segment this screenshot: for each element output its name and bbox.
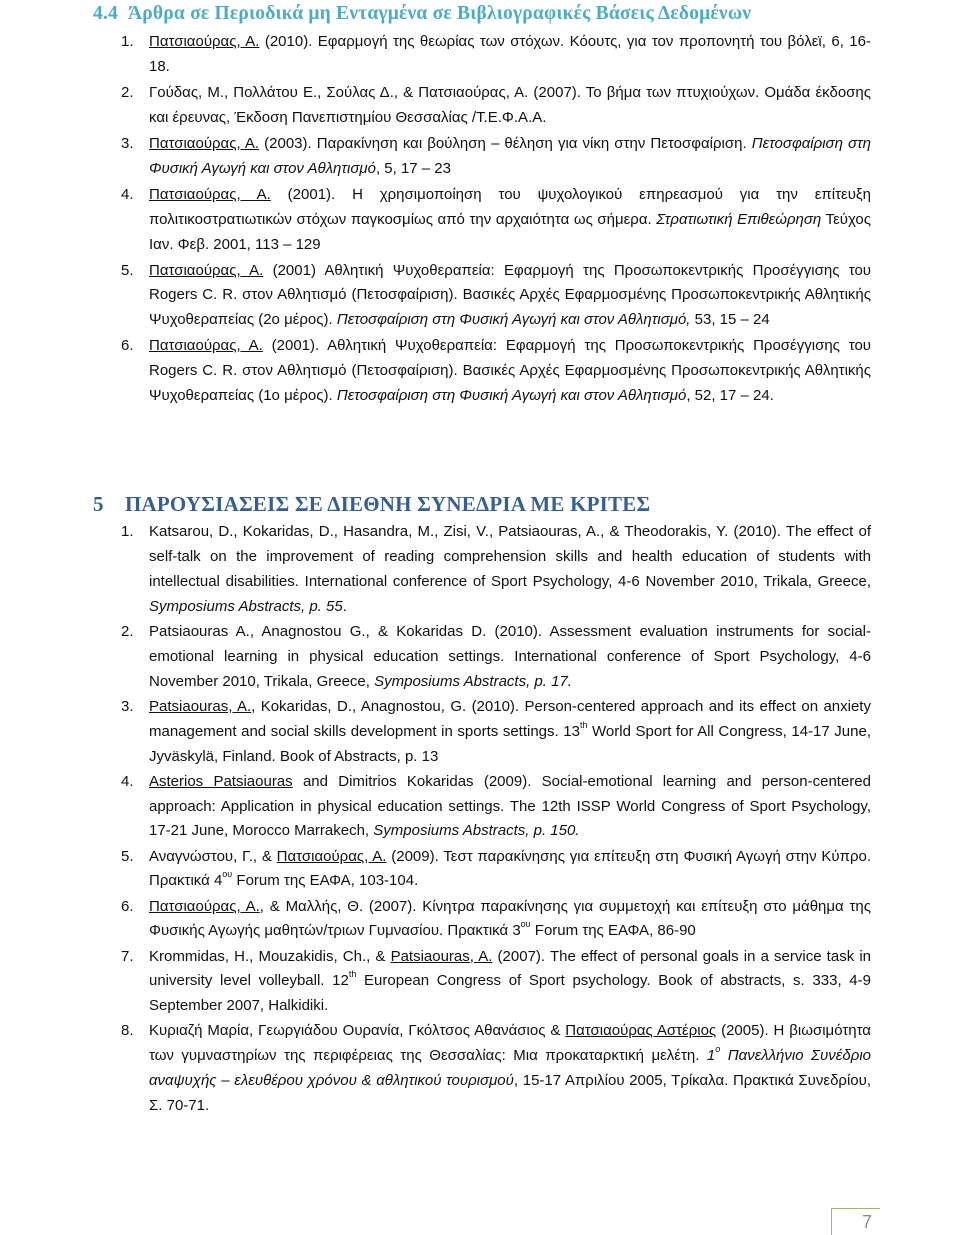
reference-text: Πατσιαούρας, Α. — [276, 847, 387, 865]
reference-text: . — [342, 597, 347, 615]
section-heading-5 — [93, 492, 650, 517]
reference-text: Forum της ΕΑΦΑ, 86-90 — [530, 922, 696, 940]
reference-text: (2003). Παρακίνηση και βούληση – θέληση για νίκη στην Πετοσφαίριση. — [259, 134, 752, 152]
journal-articles-list — [121, 30, 871, 410]
reference-text: , 52, 17 – 24. — [686, 387, 774, 405]
item-number: 1. — [121, 523, 134, 540]
reference-text: , 15-17 Απριλίου 2005, Τρίκαλα. Πρακτικά Συνεδρίου, Σ. 70-71. — [149, 1072, 871, 1115]
item-number: 5. — [121, 847, 134, 865]
reference-item — [121, 770, 871, 845]
reference-text: Πατσιαούρας Αστέριος — [565, 1022, 717, 1040]
reference-text: Πατσιαούρας, Α. — [149, 261, 264, 279]
item-number: 2. — [121, 622, 134, 640]
page-number-frame — [831, 1208, 880, 1235]
reference-text: (2005). Η βιωσιμότητα των γυμναστηρίων της περιφέρειας της Θεσσαλίας: Μια προκαταρκτική μελέτη. — [149, 1022, 871, 1065]
reference-text: ο — [715, 1044, 721, 1055]
reference-text: 53, 15 – 24 — [690, 311, 770, 329]
reference-text: and Dimitrios Kokaridas (2009). Social-emotional learning and person-centered approach: Application in physical education settings. The 12th ISSP World Congress of Sport Psychology, 17-21 June, Morocco Marrakech, — [149, 772, 871, 840]
reference-text: th — [348, 969, 357, 980]
page-number: 7 — [862, 1212, 873, 1232]
reference-text: Πατσιαούρας, Α. — [149, 337, 263, 355]
reference-item — [121, 132, 871, 182]
section-title: Άρθρα σε Περιοδικά μη Ενταγμένα σε Βιβλιογραφικές Βάσεις Δεδομένων — [128, 3, 752, 24]
reference-text: , 5, 17 – 23 — [375, 159, 451, 177]
section-number: 5 — [93, 492, 104, 516]
reference-item — [121, 1019, 871, 1119]
reference-text: th — [579, 719, 588, 730]
reference-text: Πετοσφαίριση στη Φυσική Αγωγή και στον Αθλητισμό — [149, 134, 871, 177]
reference-text: , Kokaridas, D., Anagnostou, G. (2010). Person-centered approach and its effect on anxiety management and social skills development in sports settings. 13 — [149, 697, 871, 740]
reference-text: Πατσιαούρας, Α. — [149, 134, 260, 152]
reference-text: Πατσιαούρας, Α. — [149, 33, 260, 50]
reference-item — [121, 334, 871, 409]
reference-text: (2001). Αθλητική Ψυχοθεραπεία: Εφαρμογή της Προσωποκεντρικής Προσέγγισης του Rogers C. R. στον Αθλητισμό (Πετοσφαίριση). Βασικές Αρχές Εφαρμοσμένης Προσωποκεντρικής Αθλητικής Ψυχοθεραπείας (1ο μέρος). — [149, 337, 872, 405]
reference-item — [121, 81, 871, 131]
item-number: 5. — [121, 261, 134, 279]
reference-text: Αναγνώστου, Γ., & — [149, 847, 277, 865]
reference-text: , & Μαλλής, Θ. (2007). Κίνητρα παρακίνησης για συμμετοχή και επίτευξη στο μάθημα της Φυσικής Αγωγής μαθητών/τριων Γυμνασίου. Πρακτικά 3 — [149, 897, 872, 940]
reference-text: Forum της ΕΑΦΑ, 103-104. — [232, 872, 419, 890]
reference-item — [121, 895, 871, 945]
reference-text: (2009). Τεστ παρακίνησης για επίτευξη στη Φυσική Αγωγή στην Κύπρο. Πρακτικά 4 — [149, 847, 872, 890]
reference-text: ου — [222, 869, 233, 880]
reference-text: Πανελλήνιο Συνέδριο αναψυχής – ελευθέρου χρόνου & αθλητικού τουρισμού — [149, 1047, 871, 1090]
section-number: 4.4 — [93, 3, 118, 24]
reference-item — [121, 695, 871, 770]
conference-presentations-list — [121, 520, 871, 1119]
reference-text: Patsiaouras, A. — [390, 947, 493, 965]
item-number: 2. — [121, 83, 134, 101]
reference-text: (2001) Αθλητική Ψυχοθεραπεία: Εφαρμογή της Προσωποκεντρικής Προσέγγισης του Rogers C. R. στον Αθλητισμό (Πετοσφαίριση). Βασικές Αρχές Εφαρμοσμένης Προσωποκεντρικής Αθλητικής Ψυχοθεραπείας (2ο μέρος). — [149, 261, 871, 329]
reference-text: Katsarou, D., Kokaridas, D., Hasandra, M., Zisi, V., Patsiaouras, A., & Theodorakis, Y. (2010). The effect of self-talk on the improvement of reading comprehension skills and health education of students with intellectual disabilities. International conference of Sport Psychology, 4-6 November 2010, Trikala, Greece, — [149, 523, 871, 590]
reference-text: Symposiums Abstracts, p. 150. — [373, 822, 580, 840]
reference-text: Πετοσφαίριση στη Φυσική Αγωγή και στον Αθλητισμό, — [336, 311, 691, 329]
reference-text: Patsiaouras, A. — [149, 697, 252, 715]
reference-item — [121, 183, 871, 258]
reference-text: (2001). Η χρησιμοποίηση του ψυχολογικού επηρεασμού για την επίτευξη πολιτικοστρατιωτικών στόχων παγκοσμίως από την αρχαιότητα ως σήμερα. — [149, 185, 871, 228]
reference-text: (2007). The effect of personal goals in a service task in university level volleyball. 12 — [149, 947, 872, 990]
reference-text: World Sport for All Congress, 14-17 June, Jyväskylä, Finland. Book of Abstracts, p. 13 — [149, 722, 871, 765]
reference-text: Symposiums Abstracts, p. 17. — [374, 672, 572, 690]
reference-text: Πατσιαούρας, Α. — [149, 185, 271, 203]
reference-item — [121, 259, 871, 334]
reference-text: ου — [520, 919, 531, 930]
item-number: 8. — [121, 1022, 134, 1040]
item-number: 1. — [121, 33, 134, 50]
item-number: 7. — [121, 947, 134, 965]
reference-item — [121, 945, 871, 1020]
section-heading-4-4 — [93, 3, 751, 25]
reference-text: (2010). Εφαρμογή της θεωρίας των στόχων. Κόουτς, για τον προπονητή του βόλεϊ, 6, 16-18. — [149, 33, 871, 75]
item-number: 4. — [121, 772, 134, 790]
reference-text: Patsiaouras A., Anagnostou G., & Kokaridas D. (2010). Assessment evaluation instruments for social-emotional learning in physical education settings. International conference of Sport Psychology, 4-6 November 2010, Trikala, Greece, — [149, 622, 871, 690]
reference-text: Στρατιωτική Επιθεώρηση — [656, 210, 822, 228]
reference-item — [121, 30, 871, 80]
reference-text: Τεύχος Ιαν. Φεβ. 2001, 113 – 129 — [149, 210, 871, 253]
reference-item — [121, 845, 871, 895]
reference-item — [121, 520, 871, 620]
reference-text: Krommidas, H., Mouzakidis, Ch., & — [149, 947, 391, 965]
reference-text: Πατσιαούρας, Α. — [149, 897, 260, 915]
reference-text: 1 — [706, 1047, 716, 1065]
item-number: 6. — [121, 897, 134, 915]
item-number: 3. — [121, 697, 134, 715]
reference-text: European Congress of Sport psychology. Book of abstracts, s. 333, 4-9 September 2007, Halkidiki. — [149, 972, 871, 1015]
reference-text: Γούδας, Μ., Πολλάτου Ε., Σούλας Δ., & Πατσιαούρας, Α. (2007). Το βήμα των πτυχιούχων. Ομάδα έκδοσης και έρευνας, Έκδοση Πανεπιστημίου Θεσσαλίας /Τ.Ε.Φ.Α.Α. — [149, 83, 871, 126]
reference-text: Κυριαζή Μαρία, Γεωργιάδου Ουρανία, Γκόλτσος Αθανάσιος & — [149, 1022, 566, 1040]
section-title: ΠΑΡΟΥΣΙΑΣΕΙΣ ΣΕ ΔΙΕΘΝΗ ΣΥΝΕΔΡΙΑ ΜΕ ΚΡΙΤΕΣ — [125, 492, 651, 516]
reference-text: Symposiums Abstracts, p. 55 — [149, 597, 343, 615]
reference-text: Asterios Patsiaouras — [149, 772, 293, 790]
reference-item — [121, 620, 871, 695]
item-number: 6. — [121, 337, 134, 355]
item-number: 3. — [121, 134, 134, 152]
reference-text: Πετοσφαίριση στη Φυσική Αγωγή και στον Αθλητισμό — [336, 387, 687, 405]
item-number: 4. — [121, 185, 134, 203]
